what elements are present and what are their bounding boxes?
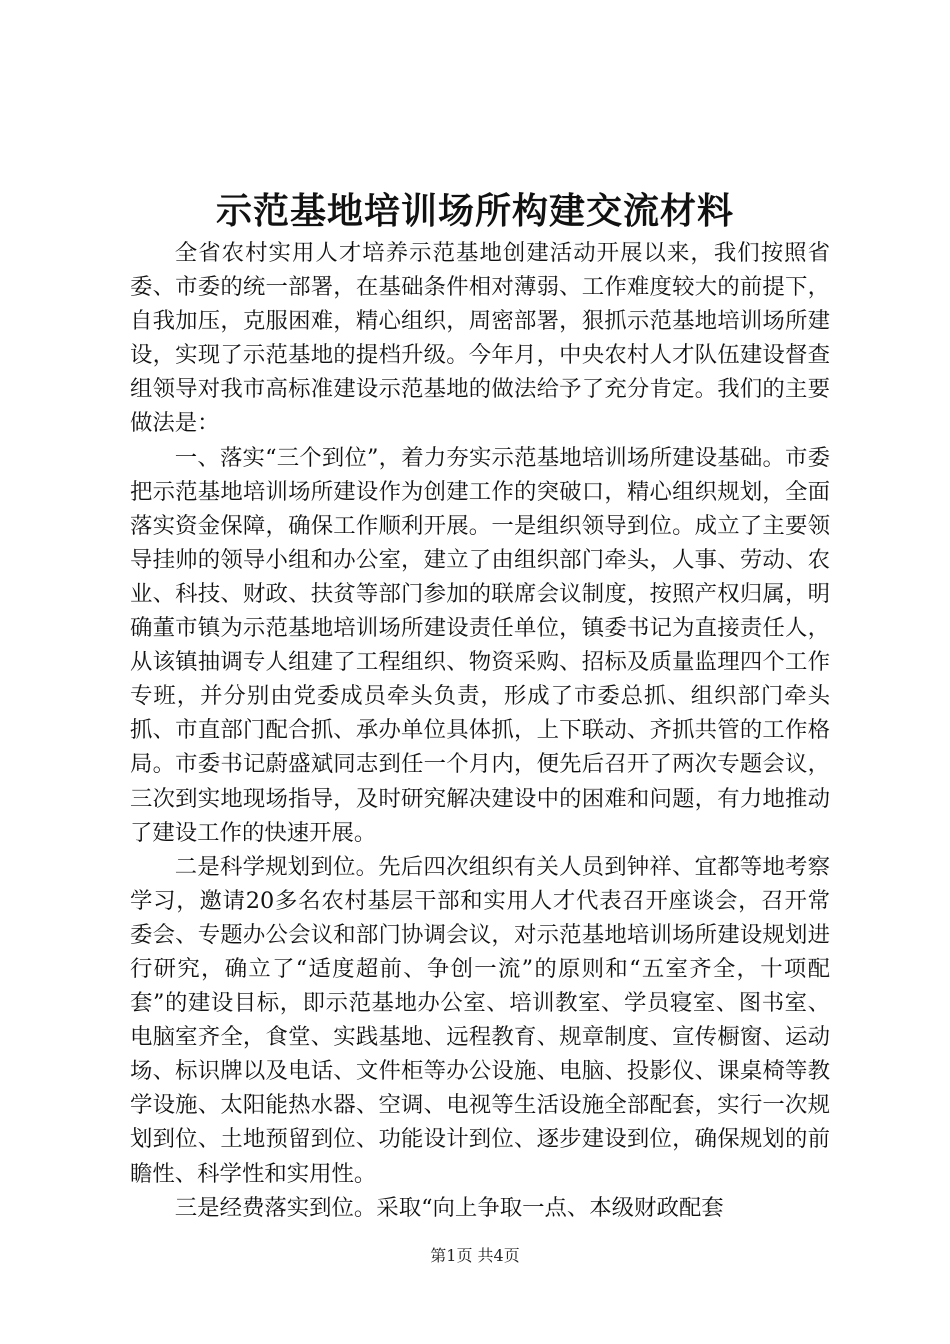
paragraph-funding: 三是经费落实到位。采取“向上争取一点、本级财政配套 — [174, 1194, 724, 1221]
paragraph-planning: 二是科学规划到位。先后四次组织有关人员到钟祥、宜都等地考察学习，邀请20多名农村基层干部和实用人才代表召开座谈会，召开常委会、专题办公会议和部门协调会议，对示范基地培训场所建设规划进行研究，确立了“适度超前、争创一流”的原则和“五室齐全，十项配套”的建设目标，即示范基地办公室、培训教室、学员寝室、图书室、电脑室齐全，食堂、实践基地、远程教育、规章制度、宣传橱窗、运动场、标识牌以及电话、文件柜等办公设施、电脑、投影仪、课桌椅等教学设施、太阳能热水器、空调、电视等生活设施全部配套，实行一次规划到位、土地预留到位、功能设计到位、逐步建设到位，确保规划的前瞻性、科学性和实用性。 — [130, 853, 830, 1187]
document-title: 示范基地培训场所构建交流材料 — [215, 190, 734, 232]
document-body — [130, 236, 830, 1225]
paragraph-intro: 全省农村实用人才培养示范基地创建活动开展以来，我们按照省委、市委的统一部署，在基础条件相对薄弱、工作难度较大的前提下，自我加压，克服困难，精心组织，周密部署，狠抓示范基地培训场所建设，实现了示范基地的提档升级。今年月，中央农村人才队伍建设督查组领导对我市高标准建设示范基地的做法给予了充分肯定。我们的主要做法是： — [130, 240, 830, 437]
paragraph-section-one: 一、落实“三个到位”，着力夯实示范基地培训场所建设基础。市委把示范基地培训场所建设作为创建工作的突破口，精心组织规划，全面落实资金保障，确保工作顺利开展。一是组织领导到位。成立了主要领导挂帅的领导小组和办公室，建立了由组织部门牵头，人事、劳动、农业、科技、财政、扶贫等部门参加的联席会议制度，按照产权归属，明确董市镇为示范基地培训场所建设责任单位，镇委书记为直接责任人，从该镇抽调专人组建了工程组织、物资采购、招标及质量监理四个工作专班，并分别由党委成员牵头负责，形成了市委总抓、组织部门牵头抓、市直部门配合抓、承办单位具体抓，上下联动、齐抓共管的工作格局。市委书记蔚盛斌同志到任一个月内，便先后召开了两次专题会议，三次到实地现场指导，及时研究解决建设中的困难和问题，有力地推动了建设工作的快速开展。 — [130, 444, 830, 846]
page-footer: 第1页 共4页 — [430, 1246, 520, 1265]
